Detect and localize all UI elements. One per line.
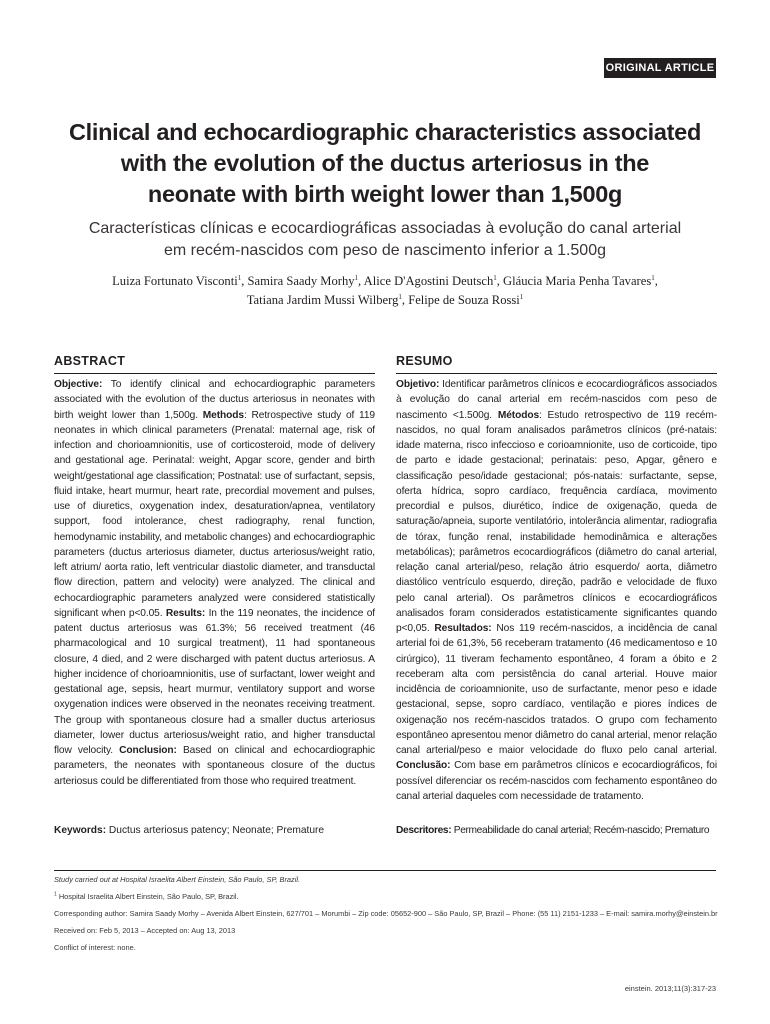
- resumo-section: [396, 354, 717, 804]
- objetivo-text: Identificar parâmetros clínicos e ecocardiográficos associados à evolução do canal arterial em recém-nascidos com peso de nascimento <1.500g.: [396, 379, 717, 421]
- received-note: Received on: Feb 5, 2013 – Accepted on: Aug 13, 2013: [54, 926, 236, 935]
- author-name: Felipe de Souza Rossi: [408, 293, 520, 307]
- author-name: Gláucia Maria Penha Tavares: [503, 274, 652, 288]
- conclusao-label: Conclusão:: [396, 760, 451, 772]
- author-name: Luiza Fortunato Visconti: [112, 274, 238, 288]
- author-list: [40, 272, 730, 310]
- subtitle-line: Características clínicas e ecocardiográficas associadas à evolução do canal arterial: [88, 220, 682, 237]
- author-name: Tatiana Jardim Mussi Wilberg: [246, 293, 399, 307]
- abstract-body: [54, 377, 375, 789]
- keywords-text: Ductus arteriosus patency; Neonate; Premature: [106, 825, 325, 836]
- author-name: Alice D'Agostini Deutsch: [363, 274, 494, 288]
- descritores-text: Permeabilidade do canal arterial; Recém-nascido; Prematuro: [451, 825, 710, 836]
- author-separator: ,: [241, 274, 248, 288]
- author-affiliation: 1: [651, 273, 655, 282]
- author-separator: ,: [654, 274, 658, 288]
- article-title: [40, 117, 730, 210]
- conflict-note: Conflict of interest: none.: [54, 943, 136, 952]
- author-separator: ,: [496, 274, 504, 288]
- author-separator: ,: [401, 293, 409, 307]
- title-line: Clinical and echocardiographic characteristics associated: [68, 119, 702, 145]
- abstract-section: [54, 354, 375, 789]
- affiliation-note: [54, 892, 716, 902]
- conclusion-text: Based on clinical and echocardiographic parameters, the neonates with spontaneous closure of the ductus arteriosus could be differentiated from those who required treatment.: [54, 745, 375, 787]
- keywords: [54, 823, 324, 838]
- objetivo-label: Objetivo:: [396, 379, 440, 390]
- objective-label: Objective:: [54, 379, 103, 390]
- abstract-heading: ABSTRACT: [54, 354, 375, 374]
- author-affiliation: 1: [493, 273, 497, 282]
- conclusion-label: Conclusion:: [119, 745, 177, 756]
- results-label: Results:: [165, 607, 206, 619]
- study-location-note: Study carried out at Hospital Israelita Albert Einstein, São Paulo, SP, Brazil.: [54, 875, 301, 884]
- conclusao-text: Com base em parâmetros clínicos e ecocardiográficos, foi possível diferenciar os recém-nascidos com fechamento espontâneo do canal arterial daqueles com necessidade de tratamento.: [396, 760, 717, 802]
- author-affiliation: 1: [519, 292, 524, 301]
- metodos-label: Métodos: [497, 409, 540, 421]
- author-name: Samira Saady Morhy: [247, 274, 355, 288]
- results-text: In the 119 neonates, the incidence of patent ductus arteriosus was 61.3%; 56 received treatment (46 pharmacological and 10 surgical treatment), 11 had spontaneous closure, 4 died, and 2 were discharged with patent ductus arteriosus. A higher incidence of chorioamnionitis, use of surfactant, lower weight and gestational age, sepsis, heart murmur, ventilatory support and worse oxygenation indices were observed in the neonates receiving treatment. The group with spontaneous closure had a smaller ductus arteriosus diameter, lower ductus arteriosus/weight ratio, and higher transductal flow velocity.: [54, 607, 375, 756]
- affiliation-text: Hospital Israelita Albert Einstein, São Paulo, SP, Brazil.: [56, 892, 239, 901]
- author-line: [40, 291, 730, 310]
- journal-citation: einstein. 2013;11(3):317-23: [624, 984, 716, 993]
- resultados-text: Nos 119 recém-nascidos, a incidência de canal arterial foi de 61,3%, 56 receberam tratamento (46 medicamentoso e 10 cirúrgico), 11 tiveram fechamento espontâneo, 4 foram a óbito e 2 receberam alta com persistência do canal arterial. Houve maior incidência de corioamnionite, uso de surfactante, menor peso e idade gestacional, sepse, sopro cardíaco, ventilação e piores índices de oxigenação nos recém-nascidos tratados. O grupo com fechamento espontâneo apresentou menor diâmetro do canal arterial, menor relação canal arterial/peso e maior velocidade do fluxo pelo canal arterial.: [396, 623, 717, 756]
- article-title-portuguese: [40, 218, 730, 262]
- author-separator: ,: [358, 274, 364, 288]
- resumo-body: [396, 377, 717, 804]
- methods-text: : Retrospective study of 119 neonates in which clinical parameters (Prenatal: maternal age, risk of infection and chorioamnionitis, use of corticosteroid, mode of delivery and gestational age. Perinatal: weight, Apgar score, gender and birth weight/gestational age classification; Postnatal: use of surfactant, sepsis, fluid intake, heart murmur, heart rate, precordial movement and pulses, use of diuretics, oxygenation index, desaturation/apnea, ventilatory support, food intolerance, chest radiography, renal function, hemodynamic instability, and metabolic changes) and echocardiographic parameters (ductus arteriosus diameter, ductus arteriosus/weight ratio, left atrium/ aorta ratio, left ventricular diastolic diameter, and transductal flow direction, pattern and velocity) were analyzed. The clinical and echocardiographic parameters analyzed were considered statistically significant when p<0.05.: [54, 409, 375, 619]
- correspondence-note: Corresponding author: Samira Saady Morhy – Avenida Albert Einstein, 627/701 – Morumbi – Zip code: 05652-900 – São Paulo, SP, Brazil – Phone: (55 11) 2151-1233 – E-mail: samira.morhy@einstein.br: [54, 909, 718, 918]
- descritores: [396, 823, 709, 838]
- author-line: [40, 272, 730, 291]
- descritores-label: Descritores:: [396, 825, 452, 836]
- author-affiliation: 1: [237, 273, 242, 282]
- affiliation-sup: 1: [54, 891, 57, 898]
- footnotes: [54, 870, 716, 960]
- subtitle-line: em recém-nascidos com peso de nascimento inferior a 1.500g: [164, 242, 606, 259]
- objective-text: To identify clinical and echocardiographic parameters associated with the evolution of the ductus arteriosus in neonates with birth weight lower than 1,500g.: [54, 379, 375, 421]
- resultados-label: Resultados:: [434, 623, 492, 634]
- title-line: neonate with birth weight lower than 1,500g: [147, 181, 623, 207]
- resumo-heading: RESUMO: [396, 354, 717, 374]
- methods-label: Methods: [202, 409, 244, 421]
- title-line: with the evolution of the ductus arteriosus in the: [120, 150, 650, 176]
- author-affiliation: 1: [398, 292, 402, 301]
- author-affiliation: 1: [354, 273, 359, 282]
- article-type-badge: ORIGINAL ARTICLE: [604, 58, 716, 78]
- keywords-label: Keywords:: [54, 825, 107, 836]
- metodos-text: : Estudo retrospectivo de 119 recém-nascidos, no qual foram analisados parâmetros clínicos (pré-natais: idade materna, risco infeccioso e corioamnionite, uso de corticoide, tipo de parto e idade gestacional; perinatais: peso, Apgar, gênero e classificação peso/idade gestacional; pós-natais: surfactante, sepse, oferta hídrica, sopro cardíaco, frequência cardíaca, movimento precordial e pulsos, diurético, índice de oxigenação, queda de saturação/apneia, suporte ventilatório, intolerância alimentar, radiografia de tórax, função renal, instabilidade hemodinâmica e alterações metabólicas); parâmetros ecocardiográficos (diâmetro do canal arterial, relação canal arterial/peso, relação átrio esquerdo/ aorta, diâmetro diastólico ventrículo esquerdo, direção, padrão e velocidade de fluxo pelo canal arterial). Os parâmetros clínicos e ecocardiográficos analisados foram considerados estatisticamente significantes quando p<0,05.: [396, 409, 718, 634]
